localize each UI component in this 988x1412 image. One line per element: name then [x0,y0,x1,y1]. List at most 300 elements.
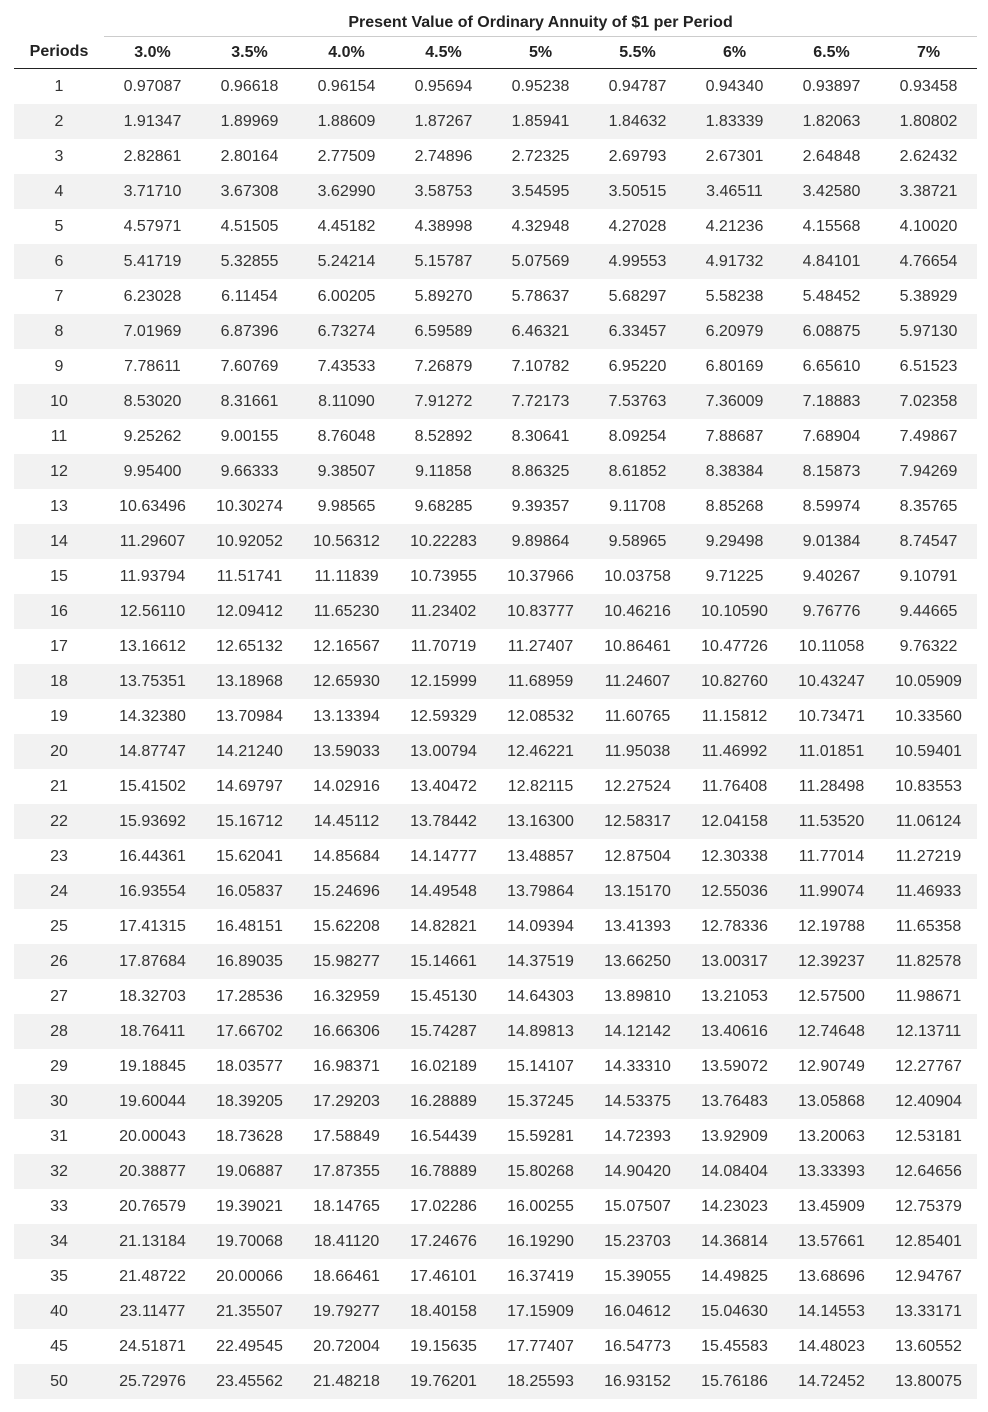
factor-cell: 5.38929 [899,287,958,305]
factor-cell: 17.29203 [298,1084,395,1119]
period-cell: 21 [50,777,68,795]
factor-cell: 8.74547 [880,524,977,559]
factor-cell: 14.32380 [119,707,186,725]
factor-cell: 16.28889 [395,1084,492,1119]
period-cell: 10 [14,384,104,419]
factor-cell: 9.40267 [802,567,861,585]
factor-cell: 10.63496 [119,497,186,515]
table-row [14,384,977,419]
factor-cell: 14.49548 [395,874,492,909]
factor-cell: 16.00255 [507,1197,574,1215]
factor-cell: 13.33171 [880,1294,977,1329]
factor-cell: 9.39357 [511,497,570,515]
factor-cell: 17.02286 [410,1197,477,1215]
factor-cell: 11.77014 [798,847,865,865]
factor-cell: 18.32703 [119,987,186,1005]
factor-cell: 12.27524 [604,777,671,795]
factor-cell: 20.76579 [119,1197,186,1215]
table-row [14,454,977,489]
factor-cell: 13.20063 [798,1127,865,1145]
factor-cell: 13.75351 [104,664,201,699]
factor-cell: 7.91272 [395,384,492,419]
factor-cell: 5.48452 [802,287,861,305]
factor-cell: 12.04158 [686,804,783,839]
table-row [14,1154,977,1189]
table-row [14,909,977,944]
column-header-rate: 6.5% [783,37,880,69]
factor-cell: 1.91347 [104,104,201,139]
factor-cell: 18.40158 [395,1294,492,1329]
factor-cell: 4.10020 [899,217,958,235]
factor-cell: 17.58849 [313,1127,380,1145]
factor-cell: 9.76322 [899,637,958,655]
factor-cell: 14.64303 [507,987,574,1005]
factor-cell: 17.87355 [298,1154,395,1189]
factor-cell: 9.98565 [317,497,376,515]
factor-cell: 12.27767 [895,1057,962,1075]
factor-cell: 14.72452 [783,1364,880,1399]
factor-cell: 18.73628 [216,1127,283,1145]
table-row [14,1294,977,1329]
factor-cell: 16.44361 [119,847,186,865]
factor-cell: 3.42580 [783,174,880,209]
factor-cell: 18.41120 [298,1224,395,1259]
factor-cell: 13.60552 [895,1337,962,1355]
factor-cell: 12.74648 [783,1014,880,1049]
factor-cell: 12.75379 [895,1197,962,1215]
factor-cell: 4.32948 [511,217,570,235]
period-cell: 19 [50,707,68,725]
factor-cell: 8.30641 [511,427,570,445]
factor-cell: 13.40616 [686,1014,783,1049]
factor-cell: 0.97087 [123,77,182,95]
factor-cell: 10.47726 [701,637,768,655]
factor-cell: 7.78611 [124,357,181,375]
factor-cell: 10.73955 [410,567,477,585]
factor-cell: 6.59589 [395,314,492,349]
factor-cell: 3.58753 [395,174,492,209]
factor-cell: 11.06124 [880,804,977,839]
factor-cell: 16.19290 [492,1224,589,1259]
factor-cell: 3.46511 [686,174,783,209]
factor-cell: 3.50515 [589,174,686,209]
factor-cell: 19.18845 [119,1057,186,1075]
factor-cell: 13.13394 [313,707,380,725]
factor-cell: 19.70068 [201,1224,298,1259]
factor-cell: 13.59072 [701,1057,768,1075]
factor-cell: 6.00205 [317,287,376,305]
factor-cell: 12.64656 [880,1154,977,1189]
factor-cell: 14.85684 [313,847,380,865]
factor-cell: 10.43247 [783,664,880,699]
factor-cell: 14.87747 [104,734,201,769]
factor-cell: 14.89813 [492,1014,589,1049]
period-cell: 18 [14,664,104,699]
factor-cell: 20.00066 [216,1267,283,1285]
factor-cell: 16.93554 [104,874,201,909]
factor-cell: 4.99553 [589,244,686,279]
factor-cell: 4.84101 [783,244,880,279]
factor-cell: 19.06887 [201,1154,298,1189]
factor-cell: 14.45112 [298,804,395,839]
factor-cell: 10.46216 [589,594,686,629]
factor-cell: 17.15909 [492,1294,589,1329]
factor-cell: 15.16712 [201,804,298,839]
factor-cell: 11.93794 [119,567,186,585]
factor-cell: 13.66250 [589,944,686,979]
factor-cell: 4.21236 [705,217,764,235]
factor-cell: 16.89035 [201,944,298,979]
factor-cell: 16.54439 [410,1127,477,1145]
factor-cell: 17.28536 [216,987,283,1005]
factor-cell: 14.21240 [201,734,298,769]
factor-cell: 9.71225 [705,567,764,585]
period-cell: 35 [50,1267,68,1285]
factor-cell: 13.59033 [298,734,395,769]
table-row [14,1329,977,1364]
factor-cell: 4.27028 [608,217,667,235]
factor-cell: 5.41719 [104,244,201,279]
factor-cell: 1.84632 [589,104,686,139]
period-cell: 20 [14,734,104,769]
table-row [14,839,977,874]
factor-cell: 12.55036 [686,874,783,909]
factor-cell: 17.87684 [104,944,201,979]
factor-cell: 9.89864 [492,524,589,559]
factor-cell: 12.40904 [880,1084,977,1119]
table-row [14,209,977,244]
factor-cell: 18.03577 [216,1057,283,1075]
period-cell: 26 [14,944,104,979]
factor-cell: 18.14765 [313,1197,380,1215]
factor-cell: 14.48023 [798,1337,865,1355]
factor-cell: 12.87504 [604,847,671,865]
factor-cell: 7.49867 [899,427,958,445]
table-row [14,699,977,734]
factor-cell: 15.24696 [298,874,395,909]
factor-cell: 13.33393 [783,1154,880,1189]
factor-cell: 2.64848 [802,147,861,165]
factor-cell: 18.66461 [313,1267,380,1285]
table-row [14,1049,977,1084]
factor-cell: 11.98671 [895,987,962,1005]
factor-cell: 9.10791 [899,567,958,585]
factor-cell: 17.66702 [201,1014,298,1049]
factor-cell: 2.77509 [317,147,376,165]
factor-cell: 9.25262 [123,427,182,445]
factor-cell: 11.51741 [216,567,283,585]
title-spacer [14,9,104,37]
factor-cell: 8.76048 [317,427,376,445]
column-header-rate: 4.5% [395,37,492,69]
factor-cell: 7.01969 [104,314,201,349]
factor-cell: 0.94340 [705,77,764,95]
factor-cell: 1.88609 [298,104,395,139]
factor-cell: 10.86461 [604,637,671,655]
table-row [14,69,977,105]
factor-cell: 13.80075 [880,1364,977,1399]
factor-cell: 9.11858 [395,454,492,489]
factor-cell: 9.00155 [220,427,279,445]
factor-cell: 21.48722 [119,1267,186,1285]
factor-cell: 18.39205 [201,1084,298,1119]
factor-cell: 14.82821 [410,917,477,935]
period-cell: 5 [54,217,64,235]
column-header-rate: 5% [492,37,589,69]
factor-cell: 4.91732 [686,244,783,279]
factor-cell: 15.04630 [686,1294,783,1329]
factor-cell: 14.02916 [313,777,380,795]
period-cell: 1 [54,77,64,95]
factor-cell: 14.53375 [589,1084,686,1119]
factor-cell: 10.30274 [216,497,283,515]
factor-cell: 11.99074 [783,874,880,909]
factor-cell: 7.72173 [492,384,589,419]
factor-cell: 25.72976 [104,1364,201,1399]
factor-cell: 13.45909 [798,1197,865,1215]
factor-cell: 9.95400 [104,454,201,489]
factor-cell: 15.14661 [395,944,492,979]
factor-cell: 16.02189 [410,1057,477,1075]
period-cell: 2 [14,104,104,139]
factor-cell: 5.15787 [395,244,492,279]
factor-cell: 16.37419 [507,1267,574,1285]
factor-cell: 16.48151 [216,917,283,935]
factor-cell: 8.53020 [104,384,201,419]
factor-cell: 17.24676 [395,1224,492,1259]
column-header-rate: 5.5% [589,37,686,69]
factor-cell: 12.56110 [104,594,201,629]
period-cell: 27 [50,987,68,1005]
factor-cell: 16.66306 [298,1014,395,1049]
table-row [14,1189,977,1224]
column-header-rate: 4.0% [298,37,395,69]
factor-cell: 7.68904 [802,427,861,445]
period-cell: 22 [14,804,104,839]
factor-cell: 15.93692 [104,804,201,839]
factor-cell: 22.49545 [216,1337,283,1355]
factor-cell: 7.10782 [511,357,570,375]
period-cell: 9 [54,357,64,375]
table-row [14,769,977,804]
factor-cell: 6.73274 [298,314,395,349]
factor-cell: 6.11454 [221,287,278,305]
period-cell: 45 [50,1337,68,1355]
factor-cell: 8.38384 [686,454,783,489]
factor-cell: 15.76186 [686,1364,783,1399]
factor-cell: 15.74287 [395,1014,492,1049]
factor-cell: 5.68297 [608,287,667,305]
factor-cell: 12.39237 [783,944,880,979]
factor-cell: 13.16612 [119,637,186,655]
table-row [14,979,977,1014]
factor-cell: 8.61852 [589,454,686,489]
factor-cell: 10.11058 [798,637,865,655]
factor-cell: 21.48218 [298,1364,395,1399]
factor-cell: 14.09394 [507,917,574,935]
factor-cell: 10.73471 [798,707,865,725]
factor-cell: 4.76654 [880,244,977,279]
factor-cell: 24.51871 [119,1337,186,1355]
factor-cell: 9.76776 [783,594,880,629]
factor-cell: 1.83339 [686,104,783,139]
period-cell: 7 [54,287,64,305]
factor-cell: 12.94767 [895,1267,962,1285]
factor-cell: 6.23028 [123,287,182,305]
factor-cell: 13.00317 [686,944,783,979]
factor-cell: 6.08875 [783,314,880,349]
table-row [14,174,977,209]
table-row [14,314,977,349]
annuity-table-container [14,9,976,1399]
period-cell: 31 [50,1127,68,1145]
factor-cell: 8.09254 [608,427,667,445]
column-header-periods: Periods [14,37,104,69]
factor-cell: 14.36814 [686,1224,783,1259]
factor-cell: 11.24607 [589,664,686,699]
factor-cell: 15.23703 [589,1224,686,1259]
factor-cell: 11.95038 [589,734,686,769]
factor-cell: 12.09412 [201,594,298,629]
table-row [14,804,977,839]
table-row [14,874,977,909]
factor-cell: 6.87396 [201,314,298,349]
factor-cell: 13.89810 [604,987,671,1005]
factor-cell: 10.10590 [686,594,783,629]
factor-cell: 1.85941 [492,104,589,139]
factor-cell: 11.46933 [880,874,977,909]
factor-cell: 5.89270 [414,287,473,305]
factor-cell: 13.21053 [701,987,768,1005]
factor-cell: 2.82861 [123,147,182,165]
factor-cell: 15.41502 [119,777,186,795]
factor-cell: 0.96618 [220,77,279,95]
annuity-table [14,9,977,1399]
factor-cell: 11.68959 [492,664,589,699]
table-body [14,69,977,1400]
factor-cell: 14.69797 [216,777,283,795]
factor-cell: 2.62432 [899,147,958,165]
period-cell: 3 [54,147,64,165]
factor-cell: 13.92909 [701,1127,768,1145]
factor-cell: 21.13184 [104,1224,201,1259]
factor-cell: 1.82063 [783,104,880,139]
header-row [14,37,977,69]
factor-cell: 11.27219 [895,847,962,865]
table-title: Present Value of Ordinary Annuity of $1 per Period [104,9,977,37]
factor-cell: 13.00794 [395,734,492,769]
factor-cell: 14.08404 [686,1154,783,1189]
factor-cell: 12.46221 [492,734,589,769]
factor-cell: 10.56312 [298,524,395,559]
factor-cell: 9.58965 [589,524,686,559]
factor-cell: 4.45182 [317,217,376,235]
factor-cell: 7.60769 [220,357,279,375]
table-row [14,524,977,559]
factor-cell: 10.03758 [604,567,671,585]
factor-cell: 12.19788 [798,917,865,935]
factor-cell: 14.12142 [589,1014,686,1049]
table-row [14,1014,977,1049]
factor-cell: 12.15999 [395,664,492,699]
table-row [14,279,977,314]
factor-cell: 1.87267 [395,104,492,139]
period-cell: 33 [50,1197,68,1215]
table-row [14,1224,977,1259]
factor-cell: 9.01384 [783,524,880,559]
factor-cell: 17.46101 [410,1267,477,1285]
period-cell: 4 [14,174,104,209]
factor-cell: 19.15635 [410,1337,477,1355]
factor-cell: 13.41393 [604,917,671,935]
factor-cell: 12.90749 [798,1057,865,1075]
factor-cell: 1.89969 [201,104,298,139]
factor-cell: 16.93152 [589,1364,686,1399]
factor-cell: 3.54595 [492,174,589,209]
period-cell: 16 [14,594,104,629]
factor-cell: 10.33560 [895,707,962,725]
factor-cell: 11.46992 [686,734,783,769]
factor-cell: 13.18968 [201,664,298,699]
table-row [14,664,977,699]
factor-cell: 18.76411 [104,1014,201,1049]
factor-cell: 7.18883 [783,384,880,419]
factor-cell: 10.92052 [201,524,298,559]
factor-cell: 21.35507 [201,1294,298,1329]
factor-cell: 11.82578 [880,944,977,979]
period-cell: 15 [50,567,68,585]
factor-cell: 8.86325 [492,454,589,489]
factor-cell: 8.11090 [298,384,395,419]
factor-cell: 15.45130 [410,987,477,1005]
factor-cell: 6.80169 [705,357,764,375]
factor-cell: 5.07569 [492,244,589,279]
factor-cell: 6.20979 [686,314,783,349]
factor-cell: 11.11839 [314,567,379,585]
factor-cell: 7.36009 [686,384,783,419]
factor-cell: 19.39021 [216,1197,283,1215]
factor-cell: 4.51505 [220,217,279,235]
period-cell: 12 [14,454,104,489]
period-cell: 40 [14,1294,104,1329]
factor-cell: 16.32959 [313,987,380,1005]
factor-cell: 9.11708 [609,497,666,515]
factor-cell: 14.33310 [604,1057,671,1075]
factor-cell: 13.16300 [492,804,589,839]
factor-cell: 6.51523 [899,357,958,375]
factor-cell: 20.72004 [313,1337,380,1355]
factor-cell: 0.93458 [899,77,958,95]
factor-cell: 8.35765 [899,497,958,515]
factor-cell: 7.43533 [317,357,376,375]
factor-cell: 10.37966 [507,567,574,585]
factor-cell: 17.41315 [119,917,186,935]
factor-cell: 4.38998 [414,217,473,235]
period-cell: 14 [14,524,104,559]
factor-cell: 11.76408 [701,777,768,795]
factor-cell: 0.95238 [511,77,570,95]
factor-cell: 5.32855 [201,244,298,279]
factor-cell: 13.15170 [589,874,686,909]
table-row [14,559,977,594]
table-row [14,629,977,664]
table-row [14,349,977,384]
factor-cell: 19.60044 [104,1084,201,1119]
factor-cell: 13.57661 [783,1224,880,1259]
factor-cell: 16.04612 [589,1294,686,1329]
factor-cell: 8.31661 [201,384,298,419]
factor-cell: 4.15568 [802,217,861,235]
